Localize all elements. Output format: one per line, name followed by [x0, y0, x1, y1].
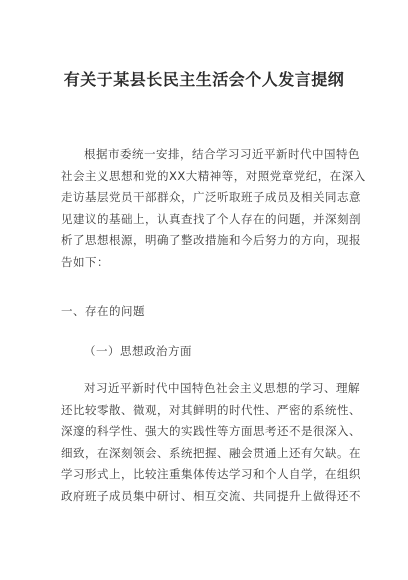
paragraph-line: 政府班子成员集中研讨、相互交流、共同提升上做得还不	[61, 488, 361, 503]
paragraph-line: 走访基层党员干部群众，广泛听取班子成员及相关同志意	[61, 190, 361, 205]
body-paragraph	[61, 378, 361, 508]
paragraph-line: 还比较零散、微观，对其鲜明的时代性、严密的系统性、	[61, 402, 361, 417]
paragraph-line: 细致，在深刻领会、系统把握、融会贯通上还有欠缺。在	[61, 445, 361, 460]
paragraph-line: 见建议的基础上，认真查找了个人存在的问题，并深刻剖	[61, 211, 361, 226]
paragraph-line: 社会主义思想和党的XX大精神等，对照党章党纪，在深入	[61, 168, 366, 183]
intro-paragraph	[61, 144, 366, 274]
paragraph-line: 对习近平新时代中国特色社会主义思想的学习、理解	[84, 381, 360, 395]
paragraph-line: 深邃的科学性、强大的实践性等方面思考还不是很深入、	[61, 424, 361, 439]
paragraph-line: 析了思想根源，明确了整改措施和今后努力的方向，现报	[61, 233, 361, 248]
document-title: 有关于某县长民主生活会个人发言提纲	[63, 70, 345, 89]
paragraph-line: 学习形式上，比较注重集体传达学习和个人自学，在组织	[61, 467, 361, 482]
subsection-heading: （一）思想政治方面	[84, 344, 192, 358]
paragraph-line: 根据市委统一安排，结合学习习近平新时代中国特色	[84, 147, 360, 161]
section-heading: 一、存在的问题	[61, 304, 145, 318]
paragraph-line: 告如下：	[61, 254, 109, 269]
